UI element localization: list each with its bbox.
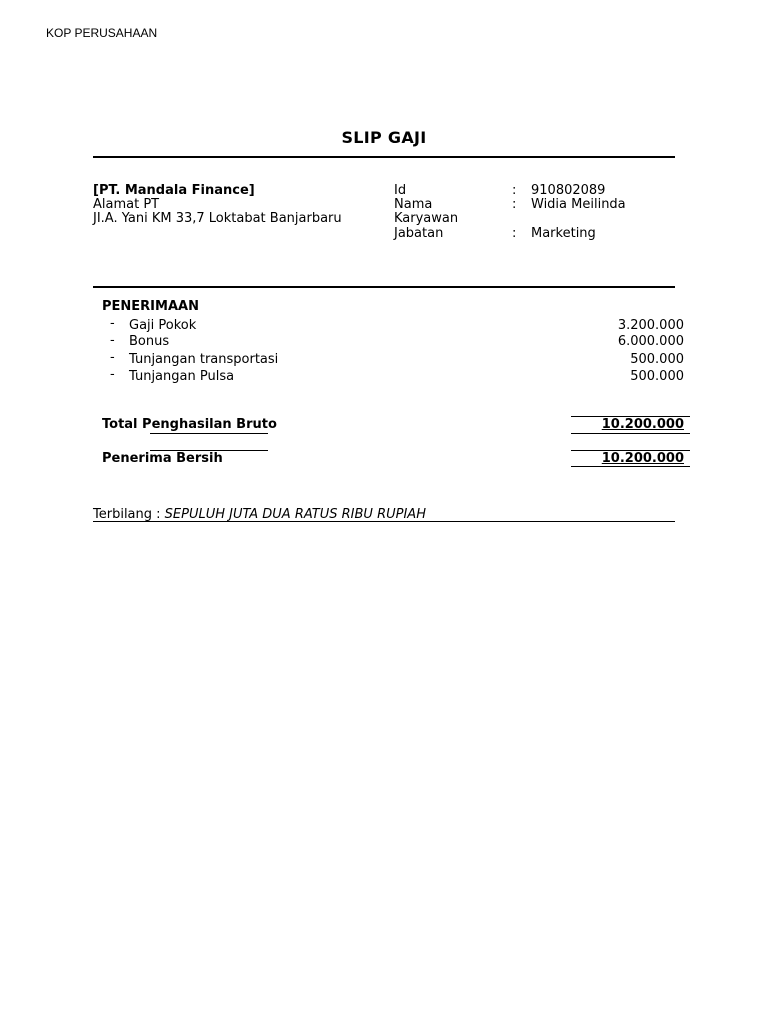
position-label: Jabatan (394, 226, 444, 241)
letterhead: KOP PERUSAHAAN (46, 26, 158, 40)
item-label: Gaji Pokok (129, 318, 197, 333)
position-colon: : (512, 226, 517, 241)
name-label: Nama (394, 197, 433, 212)
spelled-label: Terbilang : (93, 507, 161, 522)
company-name: [PT. Mandala Finance] (93, 183, 255, 198)
item-bullet: - (110, 350, 115, 365)
company-address: JI.A. Yani KM 33,7 Loktabat Banjarbaru (93, 211, 342, 226)
item-amount: 3.200.000 (617, 318, 684, 333)
id-colon: : (512, 183, 517, 198)
item-bullet: - (110, 367, 115, 382)
gross-label-rule (150, 433, 268, 434)
gross-label: Total Penghasilan Bruto (102, 417, 277, 432)
gross-bottom-rule (571, 433, 690, 434)
spelled-line (93, 507, 426, 522)
item-amount: 6.000.000 (617, 334, 684, 349)
name-label-2: Karyawan (394, 211, 459, 226)
item-bullet: - (110, 333, 115, 348)
net-bottom-rule (571, 466, 690, 467)
item-bullet: - (110, 316, 115, 331)
item-amount: 500.000 (630, 369, 684, 384)
income-heading: PENERIMAAN (102, 299, 199, 314)
id-value: 910802089 (531, 183, 606, 198)
name-colon: : (512, 197, 517, 212)
item-label: Tunjangan Pulsa (129, 369, 235, 384)
name-value: Widia Meilinda (531, 197, 626, 212)
position-value: Marketing (531, 226, 596, 241)
net-label: Penerima Bersih (102, 451, 223, 466)
gross-value: 10.200.000 (601, 417, 684, 432)
item-amount: 500.000 (630, 352, 684, 367)
item-label: Tunjangan transportasi (129, 352, 279, 367)
item-label: Bonus (129, 334, 170, 349)
net-value: 10.200.000 (601, 451, 684, 466)
bottom-divider (93, 521, 675, 522)
spelled-value: SEPULUH JUTA DUA RATUS RIBU RUPIAH (164, 507, 426, 522)
company-address-label: Alamat PT (93, 197, 160, 212)
id-label: Id (394, 183, 407, 198)
title-divider (93, 156, 675, 158)
section-divider (93, 286, 675, 288)
page-title: SLIP GAJI (341, 128, 427, 147)
